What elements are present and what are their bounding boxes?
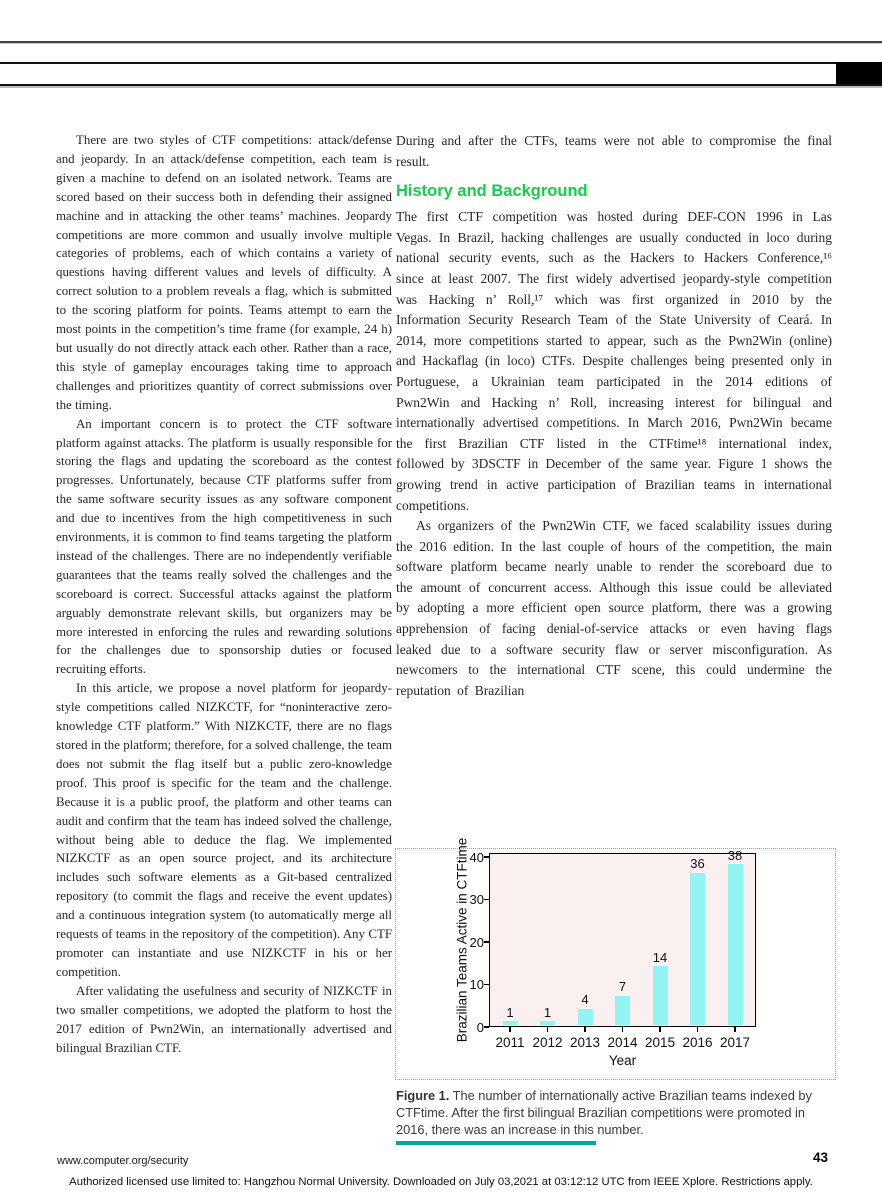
bar-2016 [690, 873, 705, 1026]
bar-value-label: 1 [506, 1004, 514, 1020]
paragraph-platform-protection: An important concern is to protect the CTF software platform against attacks. The platform is usually responsible for storing the flags and updating the scoreboard as the contest progresses. Unfortunately, because CTF platforms suffer from the same software security issues as any software component and due to incentives from the high competitiveness in such environments, it is common to find teams targeting the platform instead of the challenges. There are no independently verifiable guarantees that the teams really solved the challenges and the scoreboard is correct. Successful attacks against the platform arguably demonstrate relevant skills, but organizers may be more interested in enforcing the rules and rewarding solutions for the challenges due to sponsorship duties or focused recruiting efforts. [56, 416, 392, 677]
footer-url: www.computer.org/security [57, 1155, 189, 1167]
x-tick-mark [584, 1027, 586, 1032]
y-tick-mark [484, 899, 489, 901]
paragraph-pwn2win-2017: After validating the usefulness and security of NIZKCTF in two smaller competitions, we adopted the platform to host the 2017 edition of Pwn2Win, an internationally advertised and bilingual Brazilian CTF. [56, 983, 392, 1055]
bar-2015 [653, 966, 668, 1025]
y-tick-label: 20 [469, 934, 484, 950]
bar-value-label: 1 [543, 1004, 552, 1020]
y-tick-label: 10 [469, 977, 484, 993]
y-tick-mark [484, 856, 489, 858]
right-column [396, 131, 832, 701]
header-rule-middle [0, 62, 882, 64]
bar-chart [396, 837, 835, 1079]
bar-2012 [540, 1021, 555, 1025]
caption-underline-rule [396, 1141, 596, 1145]
bar-value-label: 4 [581, 992, 589, 1008]
figure-1-panel [395, 837, 836, 1080]
x-tick-mark [547, 1027, 549, 1032]
bar-2013 [578, 1009, 593, 1026]
header-black-tab [836, 62, 882, 86]
paragraph-intro-continuation: During and after the CTFs, teams were not able to compromise the final result. [396, 133, 832, 169]
y-tick-mark [484, 941, 489, 943]
x-tick-mark [659, 1027, 661, 1032]
bar-value-label: 36 [690, 856, 705, 872]
y-tick-label: 40 [469, 849, 484, 865]
x-tick-label: 2016 [682, 1035, 713, 1050]
x-tick-mark [509, 1027, 511, 1032]
x-tick-label: 2017 [719, 1035, 751, 1050]
header-rule-bottom [0, 84, 882, 86]
x-tick-label: 2014 [607, 1035, 638, 1050]
header-rule-top [0, 41, 882, 44]
y-axis-label: Brazilian Teams Active in CTFtime [454, 837, 470, 1043]
left-column [56, 131, 392, 1057]
x-tick-label: 2013 [569, 1035, 601, 1050]
figure-caption [396, 1087, 840, 1145]
x-tick-mark [622, 1027, 624, 1032]
section-heading-history-and-background: History and Background [396, 182, 588, 201]
bar-2017 [728, 864, 743, 1025]
figure-caption-text: The number of internationally active Brazilian teams indexed by CTFtime. After the first bilingual Brazilian competitions were promoted in 2016, there was an increase in this number. [396, 1088, 812, 1137]
x-tick-label: 2011 [495, 1035, 525, 1050]
x-tick-label: 2012 [532, 1035, 563, 1050]
bar-value-label: 38 [727, 847, 743, 863]
bar-2014 [615, 996, 630, 1026]
paragraph-history: The first CTF competition was hosted during DEF-CON 1996 in Las Vegas. In Brazil, hacking challenges are usually conducted in loco during national security events, such as the Hackers to Hackers Conference,¹⁶ since at least 2007. The first widely advertised jeopardy-style competition was Hacking n’ Roll,¹⁷ which was first organized in 2010 by the Information Security Research Team of the State University of Ceará. In 2014, more competitions started to appear, such as the Pwn2Win (online) and Hackaflag (in loco) CTFs. Despite challenges being presented only in Portuguese, a Ukrainian team participated in the 2014 editions of Pwn2Win and Hacking n’ Roll, increasing interest for bilingual and internationally advertised competitions. In March 2016, Pwn2Win became the first Brazilian CTF listed in the CTFtime¹⁸ international index, followed by 3DSCTF in December of the same year. Figure 1 shows the growing trend in active participation of Brazilian teams in international competitions. [396, 209, 832, 513]
paragraph-scalability: As organizers of the Pwn2Win CTF, we faced scalability issues during the 2016 edition. In the last couple of hours of the competition, the main software platform became nearly unable to render the scoreboard due to the amount of concurrent access. Although this issue could be alleviated by adopting a more efficient open source platform, there was a growing apprehension of facing denial-of-service attacks or even having flags leaked due to a software security flaw or server misconfiguration. As newcomers to the international CTF scene, this could undermine the reputation of Brazilian [396, 518, 832, 698]
paragraph-ctf-styles: There are two styles of CTF competitions: attack/defense and jeopardy. In an attack/defense competition, each team is given a machine to defend on an isolated network. Teams are scored based on their success both in defending their assigned machine and in attacking the other teams’ machines. Jeopardy competitions are more common and usually involve multiple categories of problems, each of which contains a variety of questions having different values and levels of difficulty. A correct solution to a problem reveals a flag, which is submitted to the scoring platform for points. Teams attempt to earn the most points in the competition’s time frame (for example, 24 h) but usually do not directly attack each other. Rather than a race, this style of gameplay encourages taking time to approach challenges and prioritizes quantity of correct submissions over the timing. [56, 133, 392, 412]
y-tick-mark [484, 1026, 489, 1028]
license-line: Authorized licensed use limited to: Hangzhou Normal University. Downloaded on July 03,2021 at 03:12:12 UTC from IEEE Xplore. Restrictions apply. [69, 1176, 813, 1188]
bar-value-label: 7 [618, 979, 627, 995]
paragraph-nizkctf-proposal: In this article, we propose a novel platform for jeopardy-style competitions called NIZKCTF, for “noninteractive zero-knowledge CTF platform.” With NIZKCTF, there are no flags stored in the platform; therefore, for a solved challenge, the team does not submit the flag itself but a public zero-knowledge proof. This proof is specific for the team and the challenge. Because it is a public proof, the platform and other teams can audit and confirm that the team has indeed solved the challenge, without being able to deduce the flag. We implemented NIZKCTF as an open source project, and its architecture includes such software elements as a Git-based centralized repository (to commit the flags and receive the event updates) and a continuous integration system (to automatically merge all requests of teams in the repository of the competition). Any CTF promoter can instantiate and use NIZKCTF in his or her competition. [56, 681, 392, 979]
x-tick-mark [697, 1027, 699, 1032]
y-tick-label: 30 [469, 892, 484, 908]
figure-caption-label: Figure 1. [396, 1088, 450, 1103]
page-number: 43 [812, 1150, 828, 1165]
x-tick-label: 2015 [644, 1035, 676, 1050]
bar-2011 [503, 1021, 518, 1025]
x-tick-mark [734, 1027, 736, 1032]
y-tick-label: 0 [476, 1019, 484, 1035]
x-axis-label: Year [608, 1053, 637, 1068]
y-tick-mark [484, 984, 489, 986]
bar-value-label: 14 [652, 949, 668, 965]
